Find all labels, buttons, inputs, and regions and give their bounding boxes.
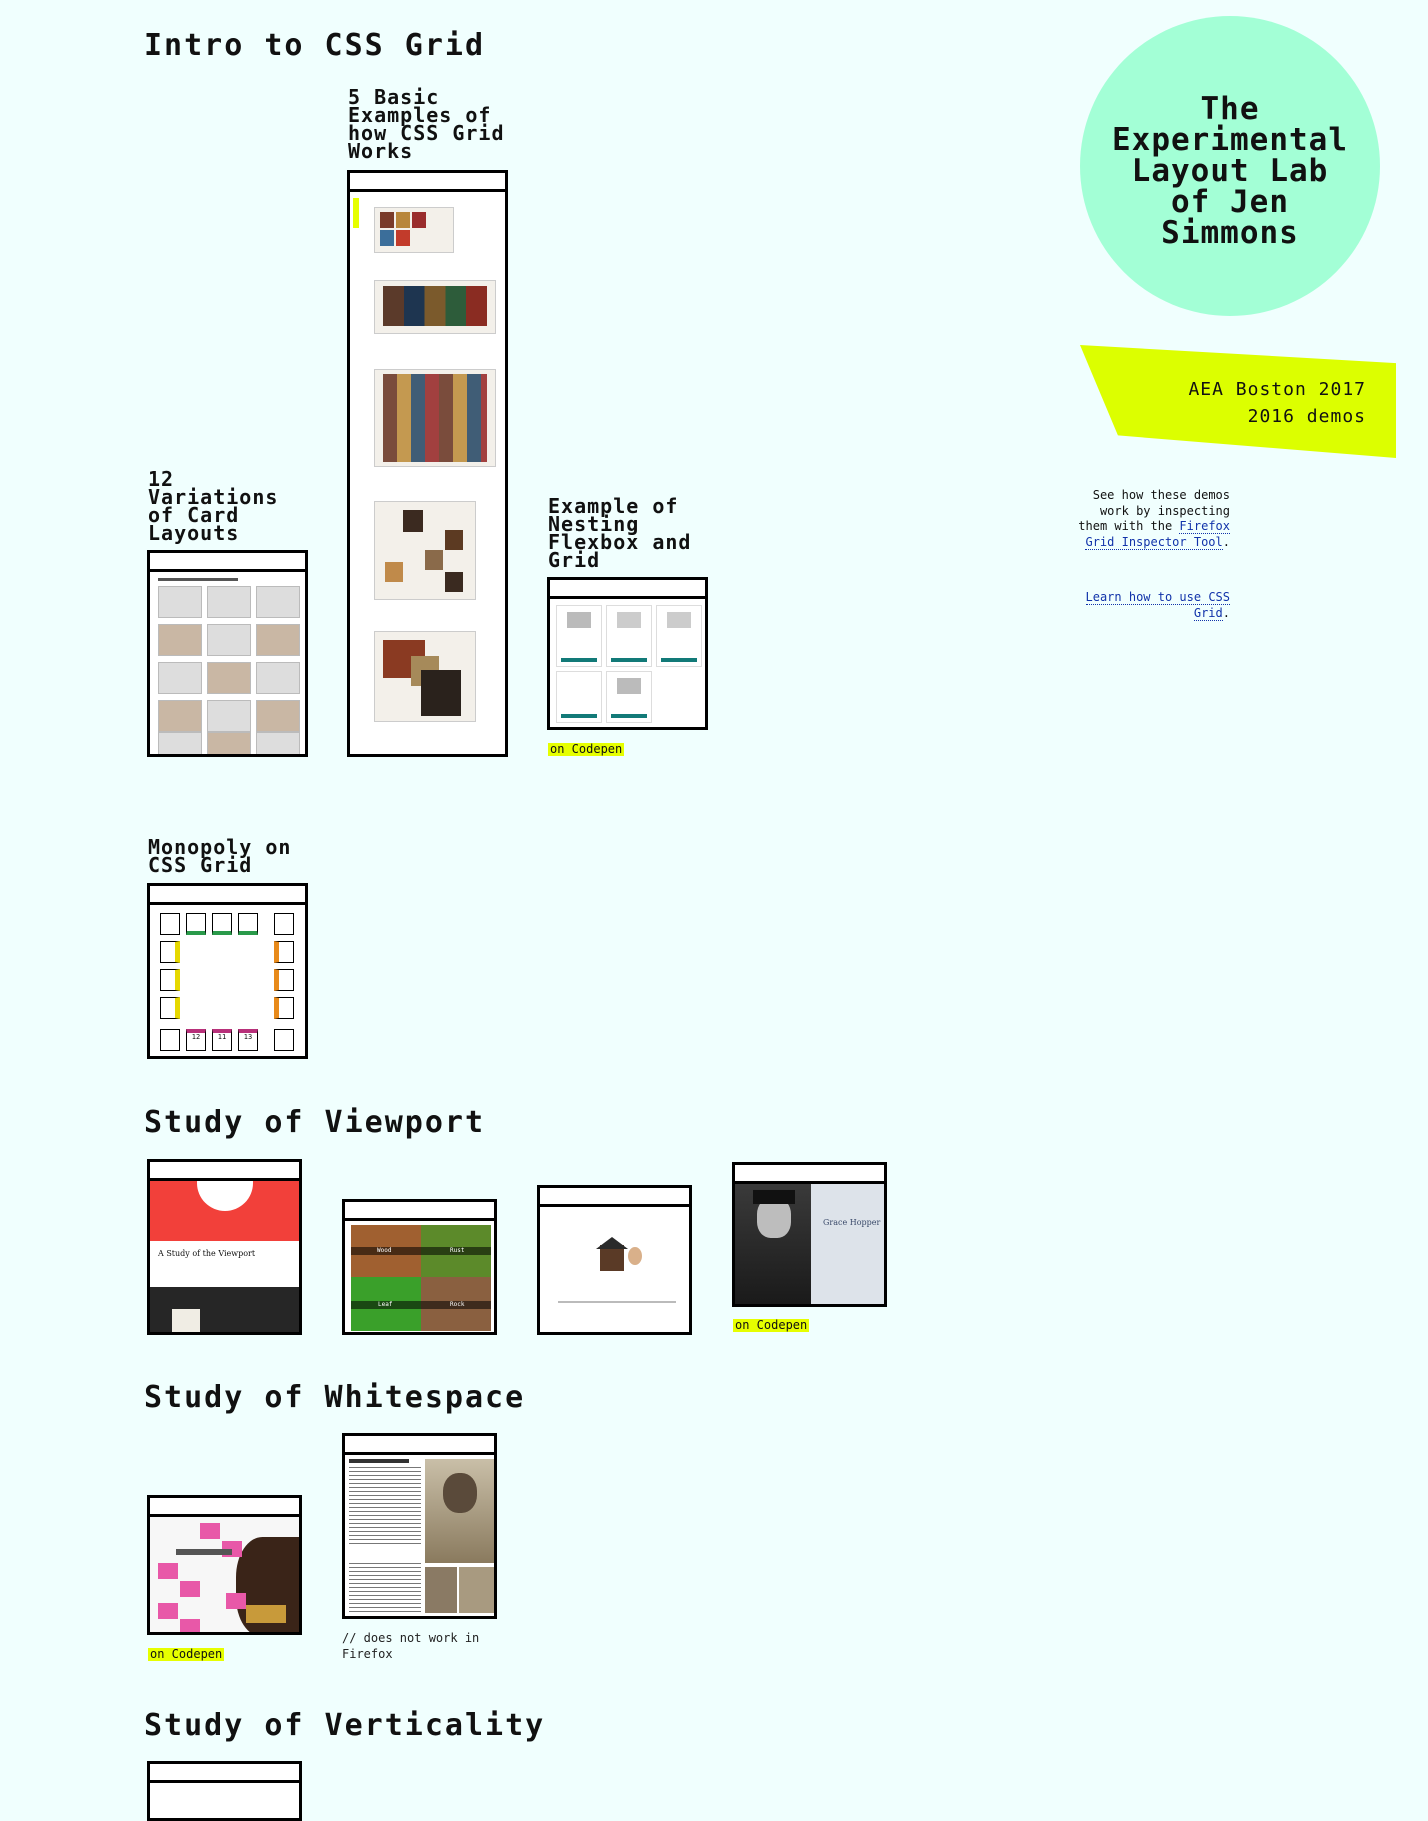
window-bar — [150, 1498, 299, 1517]
whitespace-codepen-link[interactable]: on Codepen — [150, 1647, 223, 1661]
viewport-thumbnail-3[interactable] — [537, 1185, 692, 1335]
viewport-thumbnail-1[interactable] — [147, 1159, 302, 1335]
window-bar — [150, 1764, 299, 1783]
viewport-heading: Study of Viewport — [144, 1105, 486, 1140]
verticality-thumbnail[interactable] — [147, 1761, 302, 1821]
nesting-thumbnail[interactable] — [547, 577, 708, 730]
event-banner-text[interactable]: AEA Boston 2017 2016 demos — [1188, 379, 1366, 427]
whitespace-screenshot-1 — [150, 1517, 299, 1632]
example-tile — [374, 369, 496, 467]
basic-examples-screenshot — [350, 192, 505, 754]
window-bar — [150, 1162, 299, 1181]
window-bar — [150, 886, 305, 905]
nesting-screenshot — [550, 599, 705, 727]
viewport-screenshot-4: Grace Hopper — [735, 1184, 884, 1304]
whitespace-heading: Study of Whitespace — [144, 1380, 526, 1415]
card-layouts-thumbnail[interactable] — [147, 550, 308, 757]
window-bar — [550, 580, 705, 599]
whitespace-thumbnail-2[interactable] — [342, 1433, 497, 1619]
logo-text[interactable]: The Experimental Layout Lab of Jen Simmons — [1112, 91, 1348, 251]
card-layouts-heading[interactable]: 12 Variations of Card Layouts — [148, 467, 279, 545]
inspector-note: See how these demos work by inspecting them with the Firefox Grid Inspector Tool. — [1078, 488, 1230, 549]
viewport-screenshot-3 — [540, 1207, 689, 1332]
monopoly-screenshot: 12 11 13 — [150, 905, 305, 1056]
viewport-screenshot-1: A Study of the Viewport — [150, 1181, 299, 1332]
window-bar — [540, 1188, 689, 1207]
whitespace-firefox-note: // does not work in Firefox — [342, 1631, 480, 1661]
whitespace-thumbnail-1[interactable] — [147, 1495, 302, 1635]
example-tile — [374, 207, 454, 253]
basic-examples-heading[interactable]: 5 Basic Examples of how CSS Grid Works — [348, 85, 505, 163]
viewport-thumbnail-4[interactable] — [732, 1162, 887, 1307]
basic-examples-thumbnail[interactable] — [347, 170, 508, 757]
viewport-thumbnail-2[interactable] — [342, 1199, 497, 1335]
learn-note: Learn how to use CSS Grid. — [1085, 590, 1230, 620]
nesting-heading[interactable]: Example of Nesting Flexbox and Grid — [548, 494, 692, 572]
example-tile — [374, 631, 476, 722]
window-bar — [735, 1165, 884, 1184]
whitespace-screenshot-2 — [345, 1455, 494, 1616]
window-bar — [345, 1436, 494, 1455]
monopoly-thumbnail[interactable] — [147, 883, 308, 1059]
window-bar — [150, 553, 305, 572]
nesting-codepen-link[interactable]: on Codepen — [550, 742, 623, 756]
card-layouts-screenshot — [150, 572, 305, 754]
firefox-grid-inspector-link[interactable]: Firefox Grid Inspector Tool — [1085, 519, 1230, 549]
example-tile — [374, 501, 476, 600]
verticality-heading: Study of Verticality — [144, 1708, 546, 1743]
viewport-screenshot-2: Wood Rust Leaf Rock — [345, 1221, 494, 1332]
window-bar — [345, 1202, 494, 1221]
marker — [353, 198, 359, 228]
page-title: Intro to CSS Grid — [144, 28, 486, 63]
learn-css-grid-link[interactable]: Learn how to use CSS Grid — [1085, 590, 1230, 620]
viewport-codepen-link[interactable]: on Codepen — [735, 1318, 808, 1332]
example-tile — [374, 280, 496, 334]
window-bar — [350, 173, 505, 192]
monopoly-heading[interactable]: Monopoly on CSS Grid — [148, 835, 292, 877]
